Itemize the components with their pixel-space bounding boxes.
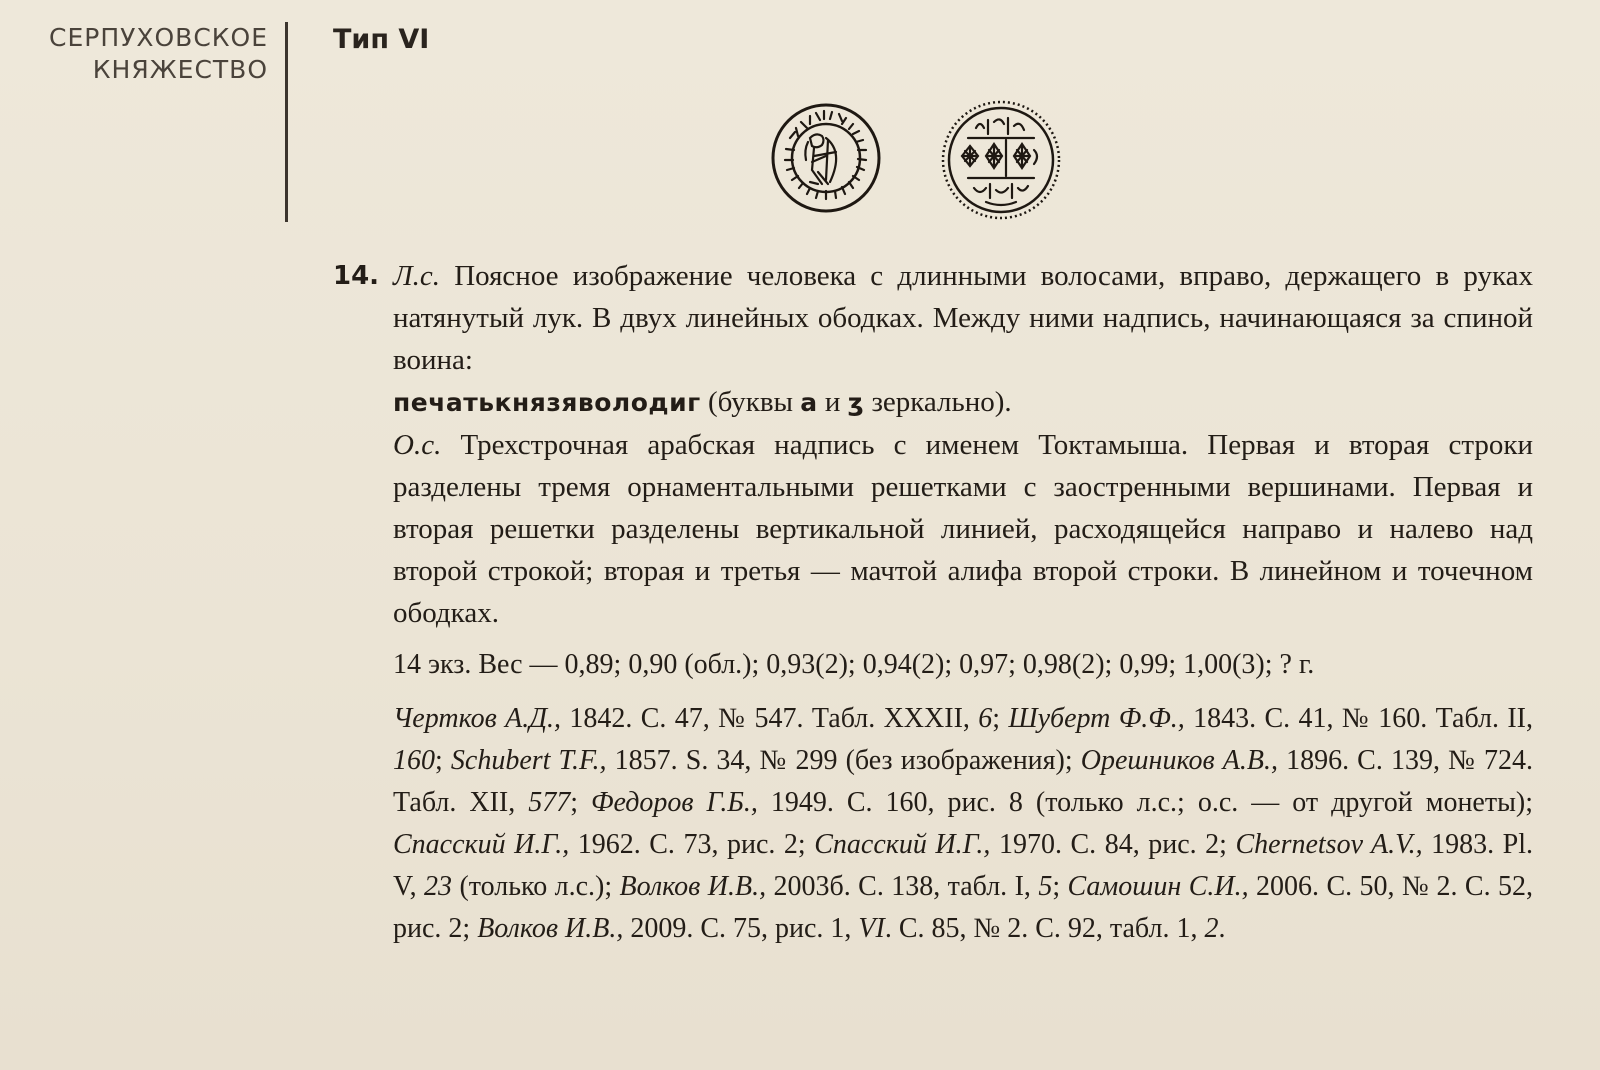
coin-illustrations bbox=[770, 98, 1090, 223]
inscription-line bbox=[393, 381, 1533, 424]
reverse-description bbox=[393, 424, 1533, 634]
ref-figure: 6 bbox=[978, 703, 993, 734]
ref-separator: ; bbox=[435, 745, 451, 776]
ref-figure: 5 bbox=[1038, 871, 1053, 902]
reverse-text: Трехстрочная арабская надпись с именем Токтамыша. Первая и вторая строки разделены тремя орнаментальными решетками с заостренными вершинами. Первая и вторая решетки разделены вертикальной линией, расходящейся направо и налево над второй строкой; вторая и третья — мачтой алифа второй строки. В линейном и точечном ободках. bbox=[393, 429, 1533, 629]
ref-author: Волков И.В., bbox=[477, 913, 624, 944]
ref-author: Федоров Г.Б., bbox=[590, 787, 758, 818]
mirrored-letter-z: ʒ bbox=[847, 388, 865, 417]
specimen-weights: 14 экз. Вес — 0,89; 0,90 (обл.); 0,93(2); 0,94(2); 0,97; 0,98(2); 0,99; 1,00(3); ? г. bbox=[393, 649, 1315, 680]
ref-author: Волков И.В., bbox=[619, 871, 767, 902]
ref-text: 1949. С. 160, рис. 8 (только л.с.; о.с. — от другой монеты); bbox=[757, 787, 1534, 818]
coin-reverse-drawing bbox=[938, 98, 1064, 222]
ref-text: 1983. Pl. V, bbox=[393, 829, 1534, 902]
ref-separator: ; bbox=[570, 787, 591, 818]
obverse-text: Поясное изображение человека с длинными волосами, вправо, держащего в руках натянутый лук. В двух линейных ободках. Между ними надпись, начинающаяся за спиной воина: bbox=[393, 260, 1533, 376]
ref-figure: VI bbox=[858, 913, 885, 944]
ref-text: 1896. С. 139, № 724. Табл. XII, bbox=[393, 745, 1534, 818]
ref-author: Самошин С.И., bbox=[1067, 871, 1249, 902]
ref-text: 2003б. С. 138, табл. I, bbox=[766, 871, 1039, 902]
ref-figure: 160 bbox=[393, 745, 435, 776]
running-head-line-1: СЕРПУХОВСКОЕ bbox=[49, 23, 268, 52]
ref-separator: ; bbox=[992, 703, 1009, 734]
ref-author: Chernetsov A.V., bbox=[1235, 829, 1423, 860]
running-head bbox=[40, 22, 268, 86]
ref-text: 1970. С. 84, рис. 2; bbox=[990, 829, 1236, 860]
running-head-line-2: КНЯЖЕСТВО bbox=[92, 55, 268, 84]
reverse-label: О.с. bbox=[393, 429, 442, 461]
ref-text: . С. 85, № 2. С. 92, табл. 1, bbox=[884, 913, 1205, 944]
ref-text: (только л.с.); bbox=[452, 871, 620, 902]
ref-author: Спасский И.Г., bbox=[393, 829, 570, 860]
ref-text: 2009. С. 75, рис. 1, bbox=[623, 913, 859, 944]
ref-author: Спасский И.Г., bbox=[814, 829, 991, 860]
type-heading: Тип VI bbox=[333, 24, 430, 55]
ref-author: Орешников А.В., bbox=[1080, 745, 1278, 776]
ref-figure: 23 bbox=[424, 871, 453, 902]
ref-author: Шуберт Ф.Ф., bbox=[1008, 703, 1185, 734]
bibliography bbox=[393, 698, 1533, 950]
ref-author: Чертков А.Д., bbox=[393, 703, 562, 734]
obverse-description bbox=[393, 255, 1533, 381]
coin-obverse-drawing bbox=[770, 102, 882, 214]
ref-text: 1842. С. 47, № 547. Табл. XXXII, bbox=[561, 703, 979, 734]
entry-body bbox=[393, 255, 1533, 950]
mirrored-letter-a: а bbox=[800, 388, 818, 417]
vertical-divider bbox=[285, 22, 288, 222]
ref-text: 1857. S. 34, № 299 (без изображения); bbox=[606, 745, 1081, 776]
inscription-note-3: зеркально). bbox=[864, 386, 1012, 418]
ref-text: 1962. С. 73, рис. 2; bbox=[569, 829, 815, 860]
obverse-label: Л.с. bbox=[393, 260, 441, 292]
entry-number: 14. bbox=[333, 261, 380, 291]
ref-text: 2006. С. 50, № 2. С. 52, рис. 2; bbox=[393, 871, 1534, 944]
inscription-text: печатькнязяволодиг bbox=[393, 388, 701, 417]
ref-author: Schubert T.F., bbox=[450, 745, 607, 776]
ref-text: 1843. С. 41, № 160. Табл. II, bbox=[1184, 703, 1534, 734]
ref-separator: ; bbox=[1052, 871, 1068, 902]
inscription-note-1: (буквы bbox=[700, 386, 801, 418]
ref-figure: 2 bbox=[1204, 913, 1219, 944]
ref-separator: . bbox=[1218, 913, 1226, 944]
inscription-note-2: и bbox=[817, 386, 848, 418]
ref-figure: 577 bbox=[528, 787, 571, 818]
